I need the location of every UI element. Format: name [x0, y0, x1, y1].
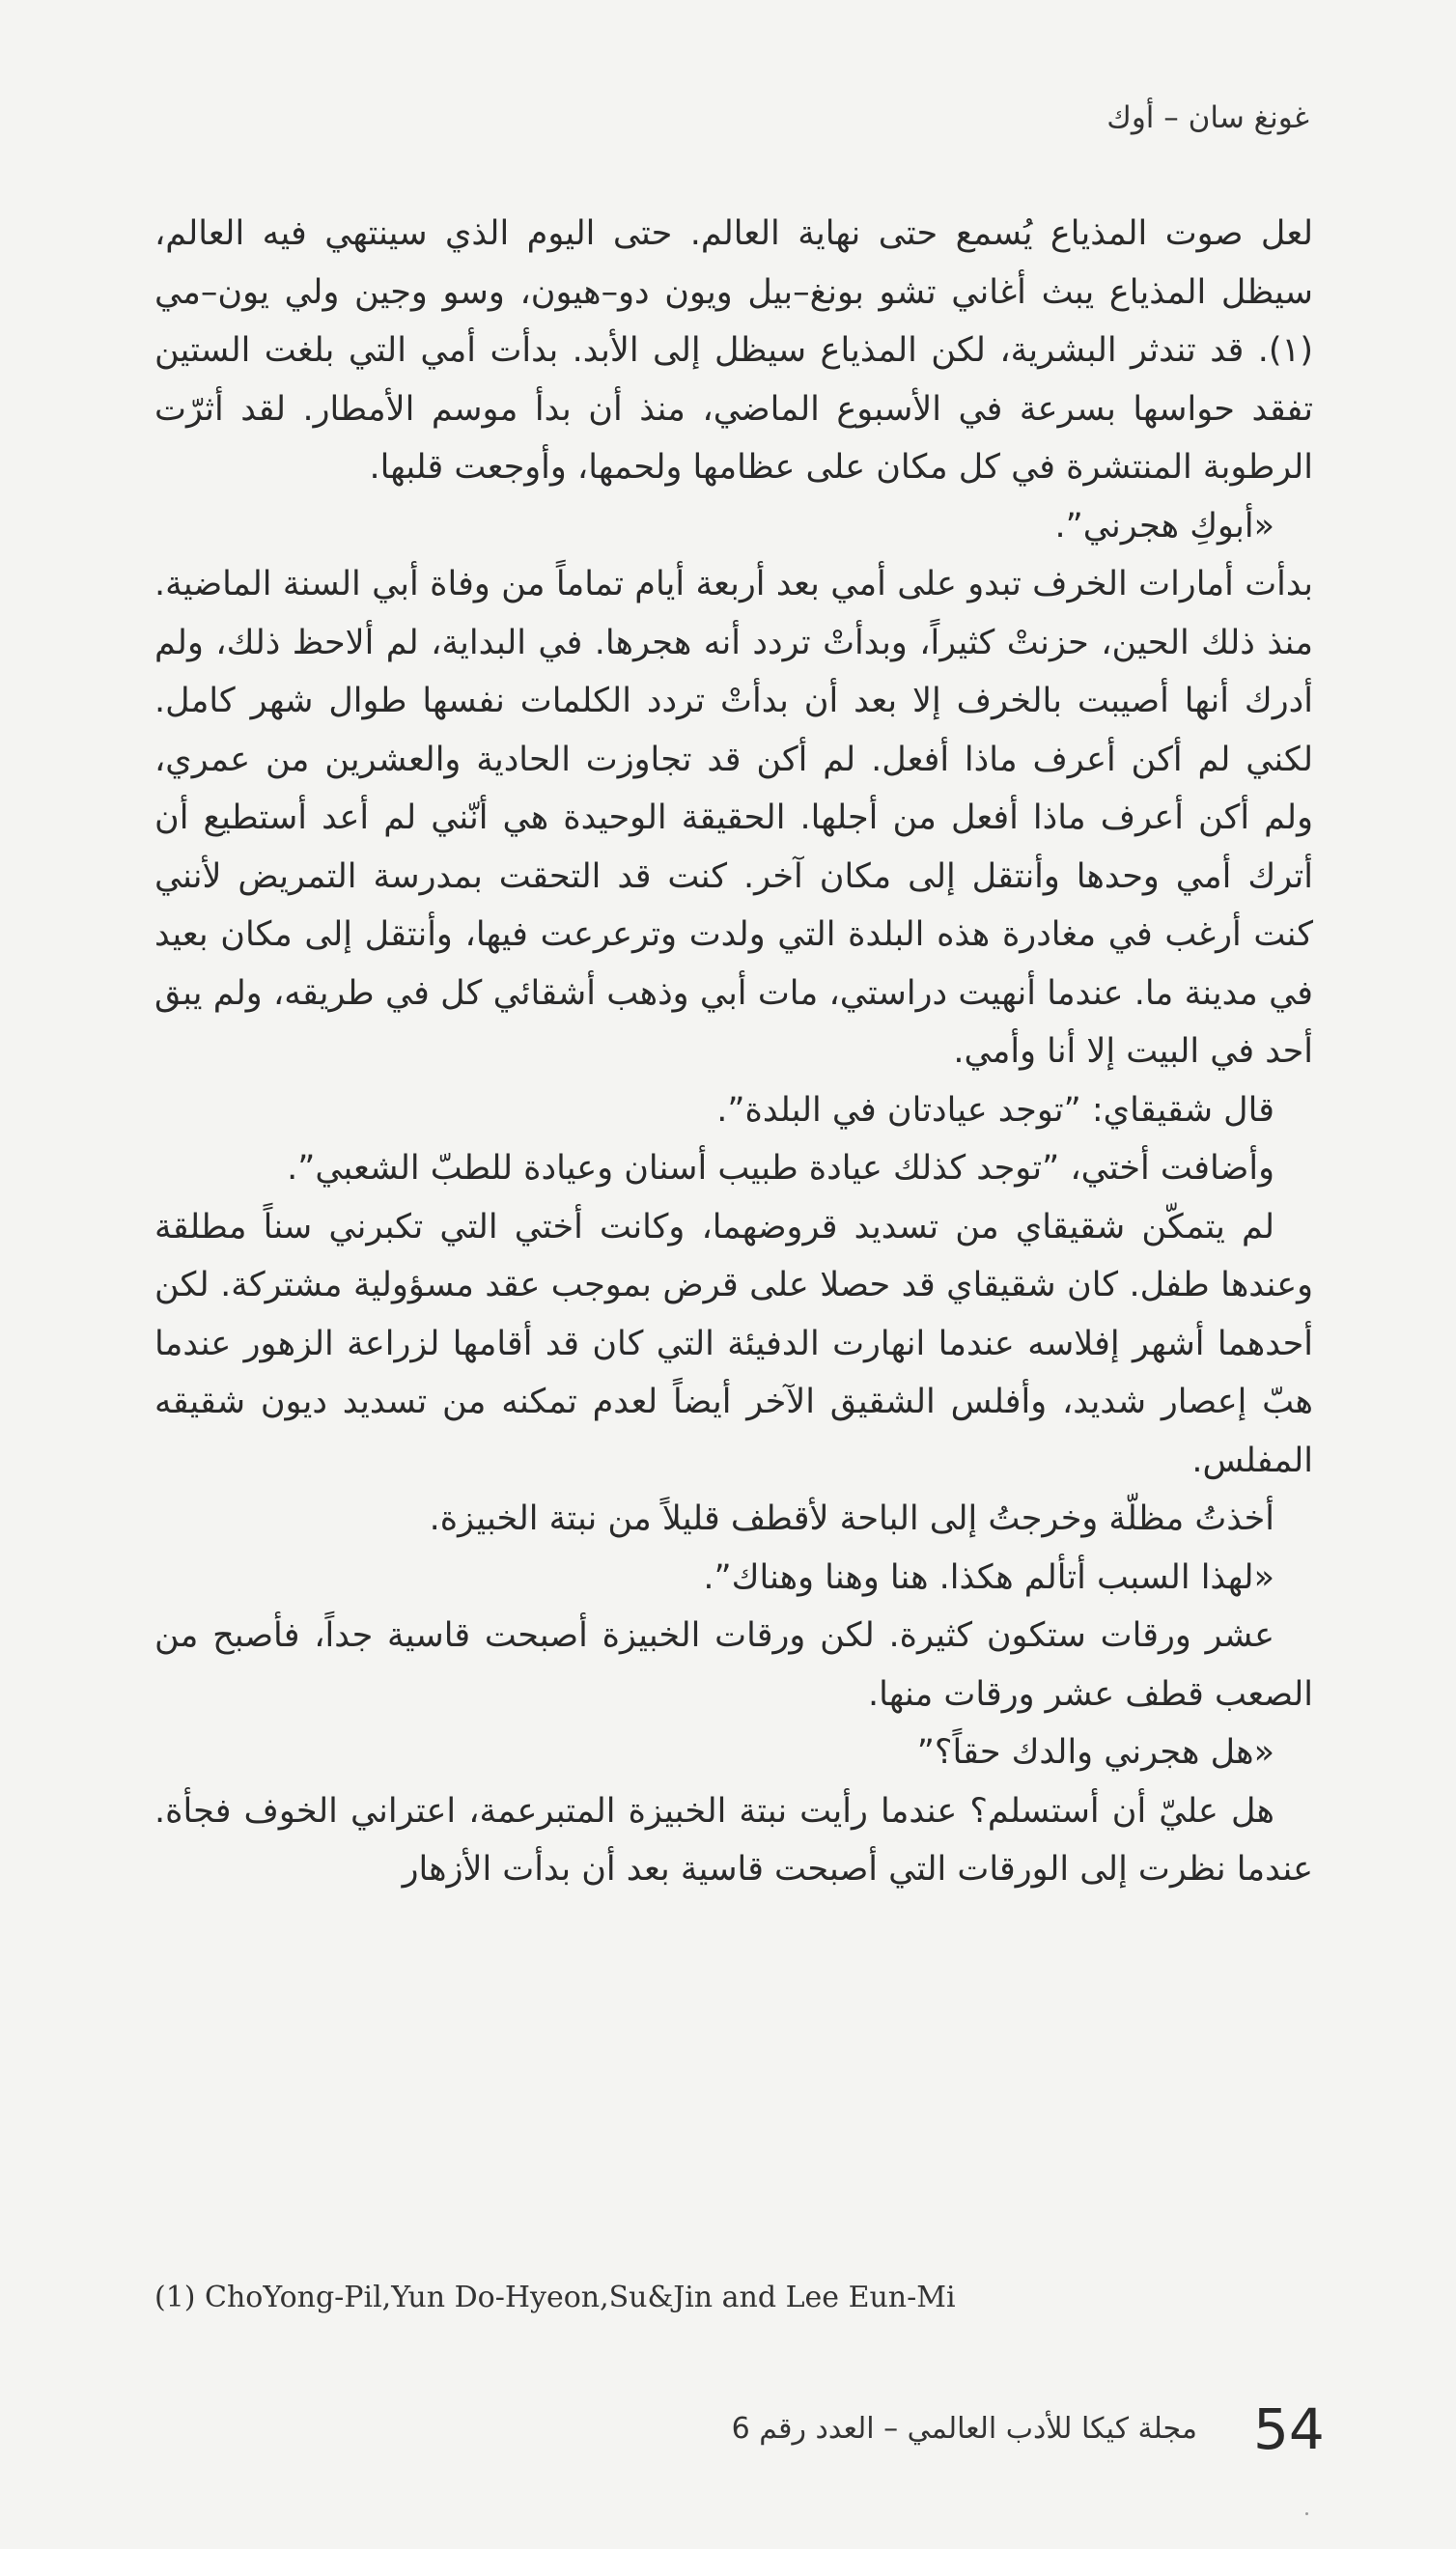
paragraph-10-dialogue: «هل هجرني والدك حقاً؟” — [916, 1733, 1274, 1772]
footnote: (1) ChoYong-Pil,Yun Do-Hyeon,Su&Jin and Lee Eun-Mi — [154, 2281, 956, 2314]
paragraph-7: أخذتُ مظلّة وخرجتُ إلى الباحة لأقطف قليلاً من نبتة الخبيزة. — [429, 1499, 1274, 1538]
paragraph-11: هل عليّ أن أستسلم؟ عندما رأيت نبتة الخبيزة المتبرعمة، اعتراني الخوف فجأة. عندما نظرت إلى الورقات التي أصبحت قاسية بعد أن بدأت الأزهار — [154, 1791, 1313, 1889]
paragraph-5-dialogue: وأضافت أختي، ”توجد كذلك عيادة طبيب أسنان وعيادة للطبّ الشعبي”. — [287, 1149, 1274, 1188]
page-number: 54 — [1253, 2396, 1325, 2462]
paragraph-9: عشر ورقات ستكون كثيرة. لكن ورقات الخبيزة أصبحت قاسية جداً، فأصبح من الصعب قطف عشر ورقات منها. — [154, 1616, 1313, 1714]
running-footer: مجلة كيكا للأدب العالمي – العدد رقم 6 — [731, 2412, 1197, 2446]
paragraph-8-dialogue: «لهذا السبب أتألم هكذا. هنا وهنا وهناك”. — [703, 1557, 1274, 1597]
paragraph-6: لم يتمكّن شقيقاي من تسديد قروضهما، وكانت أختي التي تكبرني سناً مطلقة وعندها طفل. كان شقيقاي قد حصلا على قرض بموجب عقد مسؤولية مشتركة. لكن أحدهما أشهر إفلاسه عندما انهارت الدفيئة التي كان قد أقامها لزراعة الزهور عندما هبّ إعصار شديد، وأفلس الشقيق الآخر أيضاً لعدم تمكنه من تسديد ديون شقيقه المفلس. — [154, 1207, 1313, 1480]
paragraph-4-dialogue: قال شقيقاي: ”توجد عيادتان في البلدة”. — [716, 1090, 1274, 1130]
body-text — [154, 205, 1313, 1899]
paragraph-1: لعل صوت المذياع يُسمع حتى نهاية العالم. حتى اليوم الذي سينتهي فيه العالم، سيظل المذياع يبث أغاني تشو بونغ–بيل ويون دو–هيون، وسو وجين ولي يون–مي (١). قد تندثر البشرية، لكن المذياع سيظل إلى الأبد. بدأت أمي التي بلغت الستين تفقد حواسها بسرعة في الأسبوع الماضي، منذ أن بدأ موسم الأمطار. لقد أثرّت الرطوبة المنتشرة في كل مكان على عظامها ولحمها، وأوجعت قلبها. — [154, 214, 1313, 487]
paragraph-2-dialogue: «أبوكِ هجرني”. — [1054, 506, 1274, 546]
scan-speck — [1305, 2512, 1308, 2515]
paragraph-3: بدأت أمارات الخرف تبدو على أمي بعد أربعة أيام تماماً من وفاة أبي السنة الماضية. منذ ذلك الحين، حزنتْ كثيراً، وبدأتْ تردد أنه هجرها. في البداية، لم ألاحظ ذلك، ولم أدرك أنها أصيبت بالخرف إلا بعد أن بدأتْ تردد الكلمات نفسها طوال شهر كامل. لكني لم أكن أعرف ماذا أفعل. لم أكن قد تجاوزت الحادية والعشرين من عمري، ولم أكن أعرف ماذا أفعل من أجلها. الحقيقة الوحيدة هي أنّني لم أعد أستطيع أن أترك أمي وحدها وأنتقل إلى مكان آخر. كنت قد التحقت بمدرسة التمريض لأنني كنت أرغب في مغادرة هذه البلدة التي ولدت وترعرعت فيها، وأنتقل إلى مكان بعيد في مدينة ما. عندما أنهيت دراستي، مات أبي وذهب أشقائي كل في طريقه، ولم يبق أحد في البيت إلا أنا وأمي. — [154, 565, 1313, 1071]
running-header: غونغ سان – أوك — [1106, 100, 1309, 135]
